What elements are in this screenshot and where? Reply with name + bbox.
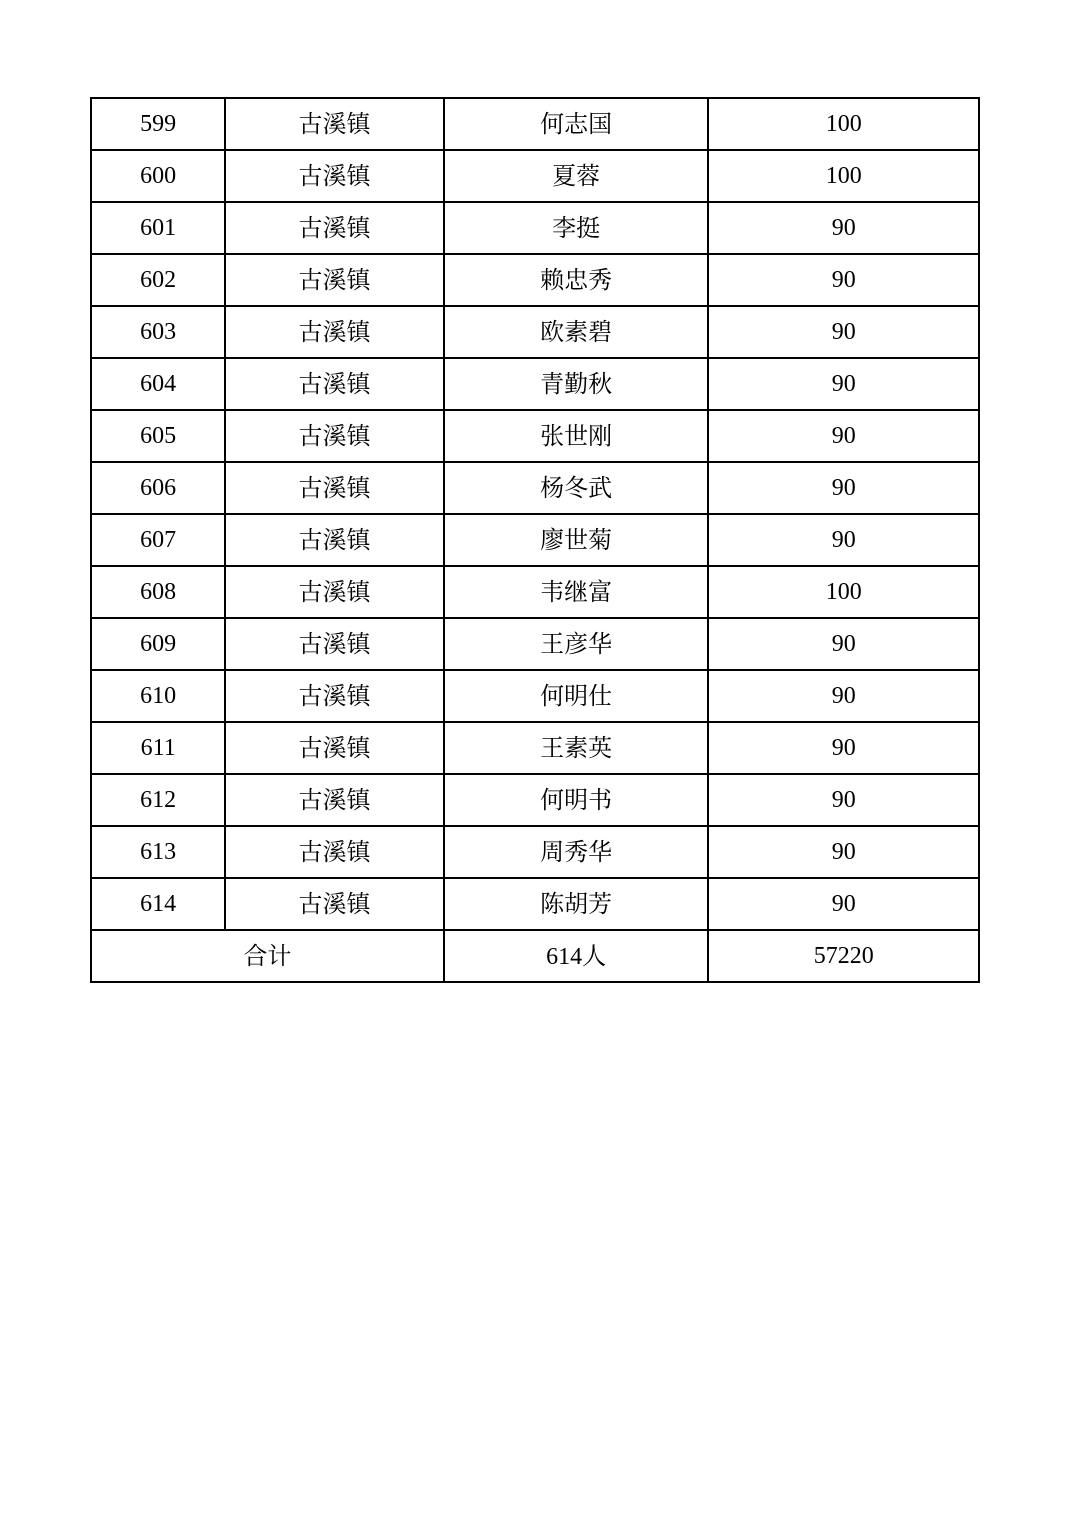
person-name: 陈胡芳: [444, 878, 709, 930]
town-name: 古溪镇: [225, 150, 443, 202]
person-name: 何明书: [444, 774, 709, 826]
total-row: [91, 930, 979, 982]
person-name: 周秀华: [444, 826, 709, 878]
row-number: 604: [91, 358, 225, 410]
amount-value: 90: [708, 254, 979, 306]
row-number: 599: [91, 98, 225, 150]
town-name: 古溪镇: [225, 358, 443, 410]
amount-value: 90: [708, 774, 979, 826]
row-number: 606: [91, 462, 225, 514]
table-row: [91, 410, 979, 462]
table-row: [91, 150, 979, 202]
total-label: 合计: [91, 930, 444, 982]
table-row: [91, 98, 979, 150]
row-number: 613: [91, 826, 225, 878]
row-number: 607: [91, 514, 225, 566]
amount-value: 100: [708, 150, 979, 202]
table-row: [91, 670, 979, 722]
town-name: 古溪镇: [225, 514, 443, 566]
table-row: [91, 722, 979, 774]
town-name: 古溪镇: [225, 566, 443, 618]
table-row: [91, 826, 979, 878]
row-number: 608: [91, 566, 225, 618]
person-name: 张世刚: [444, 410, 709, 462]
table-row: [91, 774, 979, 826]
row-number: 600: [91, 150, 225, 202]
row-number: 614: [91, 878, 225, 930]
subsidy-roster-table: [90, 97, 980, 983]
town-name: 古溪镇: [225, 878, 443, 930]
person-name: 何明仕: [444, 670, 709, 722]
town-name: 古溪镇: [225, 410, 443, 462]
amount-value: 90: [708, 670, 979, 722]
town-name: 古溪镇: [225, 826, 443, 878]
table-row: [91, 878, 979, 930]
town-name: 古溪镇: [225, 774, 443, 826]
amount-value: 90: [708, 618, 979, 670]
row-number: 611: [91, 722, 225, 774]
town-name: 古溪镇: [225, 722, 443, 774]
town-name: 古溪镇: [225, 254, 443, 306]
row-number: 602: [91, 254, 225, 306]
row-number: 603: [91, 306, 225, 358]
town-name: 古溪镇: [225, 98, 443, 150]
row-number: 605: [91, 410, 225, 462]
table-row: [91, 514, 979, 566]
table-body: [91, 98, 979, 982]
amount-value: 100: [708, 566, 979, 618]
table-row: [91, 254, 979, 306]
amount-value: 90: [708, 826, 979, 878]
row-number: 609: [91, 618, 225, 670]
amount-value: 100: [708, 98, 979, 150]
table-row: [91, 462, 979, 514]
table-row: [91, 566, 979, 618]
person-name: 王彦华: [444, 618, 709, 670]
amount-value: 90: [708, 514, 979, 566]
person-name: 杨冬武: [444, 462, 709, 514]
town-name: 古溪镇: [225, 462, 443, 514]
person-name: 夏蓉: [444, 150, 709, 202]
person-name: 赖忠秀: [444, 254, 709, 306]
amount-value: 90: [708, 878, 979, 930]
person-name: 韦继富: [444, 566, 709, 618]
person-name: 廖世菊: [444, 514, 709, 566]
amount-value: 90: [708, 306, 979, 358]
table-row: [91, 358, 979, 410]
table-row: [91, 618, 979, 670]
person-name: 欧素碧: [444, 306, 709, 358]
person-name: 李挺: [444, 202, 709, 254]
amount-value: 90: [708, 410, 979, 462]
total-amount: 57220: [708, 930, 979, 982]
row-number: 601: [91, 202, 225, 254]
amount-value: 90: [708, 722, 979, 774]
row-number: 610: [91, 670, 225, 722]
town-name: 古溪镇: [225, 202, 443, 254]
town-name: 古溪镇: [225, 670, 443, 722]
row-number: 612: [91, 774, 225, 826]
amount-value: 90: [708, 202, 979, 254]
amount-value: 90: [708, 358, 979, 410]
total-count: [444, 930, 709, 982]
town-name: 古溪镇: [225, 618, 443, 670]
person-name: 王素英: [444, 722, 709, 774]
total-count-value: 614人: [546, 943, 607, 970]
amount-value: 90: [708, 462, 979, 514]
table-row: [91, 202, 979, 254]
person-name: 何志国: [444, 98, 709, 150]
town-name: 古溪镇: [225, 306, 443, 358]
person-name: 青勤秋: [444, 358, 709, 410]
table-row: [91, 306, 979, 358]
